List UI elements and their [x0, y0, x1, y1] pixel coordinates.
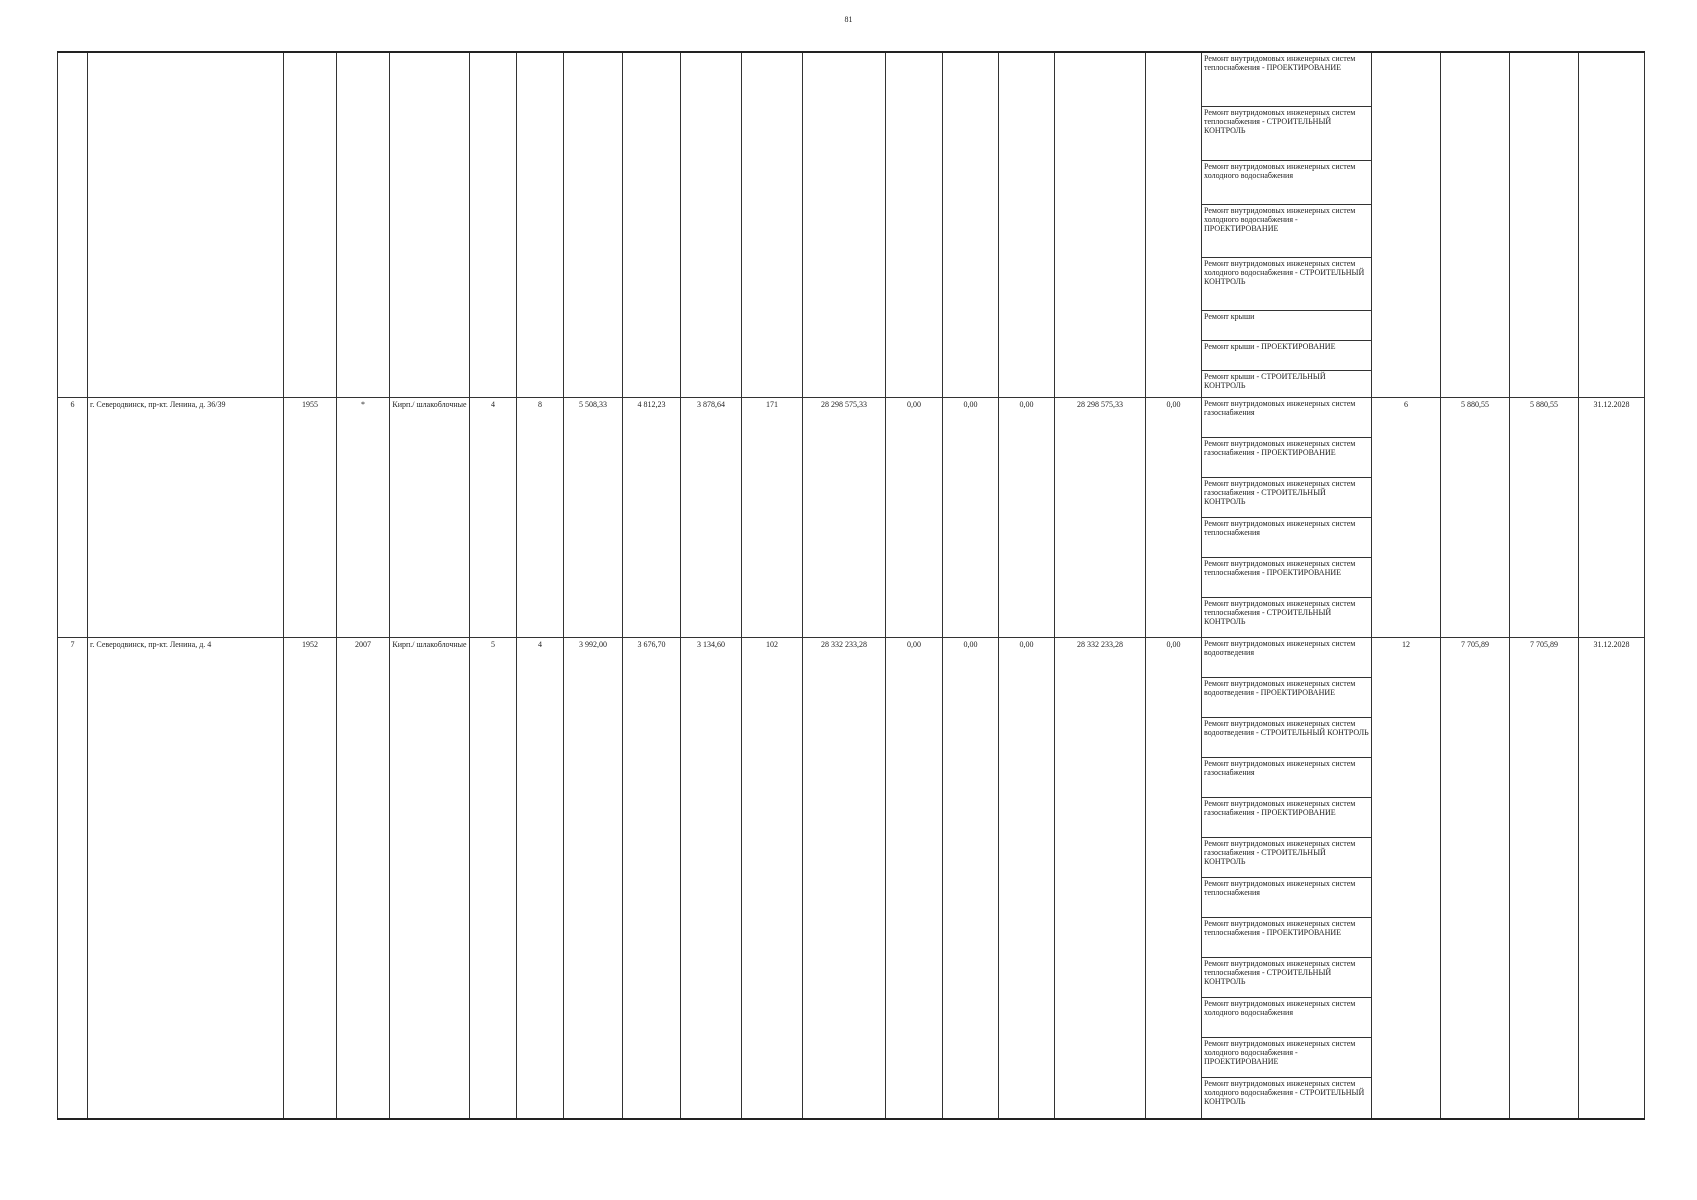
work-item: Ремонт крыши - ПРОЕКТИРОВАНИЕ	[1202, 341, 1371, 371]
cell	[470, 52, 517, 398]
fund-regional: 0,00	[943, 638, 999, 1119]
works-count: 6	[1372, 398, 1441, 638]
cell	[1441, 52, 1510, 398]
cost-total: 28 332 233,28	[803, 638, 886, 1119]
cell	[1055, 52, 1146, 398]
work-item: Ремонт внутридомовых инженерных систем холодного водоснабжения - ПРОЕКТИРОВАНИЕ	[1202, 1038, 1371, 1078]
fund-regional: 0,00	[943, 398, 999, 638]
cell	[742, 52, 803, 398]
work-item: Ремонт внутридомовых инженерных систем холодного водоснабжения - СТРОИТЕЛЬНЫЙ КОНТРОЛЬ	[1204, 1079, 1365, 1106]
works-cell	[1202, 398, 1372, 638]
work-item: Ремонт внутридомовых инженерных систем теплоснабжения - СТРОИТЕЛЬНЫЙ КОНТРОЛЬ	[1202, 107, 1371, 161]
area-residential: 3 878,64	[681, 398, 742, 638]
cell	[564, 52, 623, 398]
entrances: 8	[517, 398, 564, 638]
floors: 4	[470, 398, 517, 638]
address: г. Северодвинск, пр-кт. Ленина, д. 4	[88, 638, 284, 1119]
area-total: 5 508,33	[564, 398, 623, 638]
cell	[1372, 52, 1441, 398]
row-number: 6	[58, 398, 88, 638]
work-item: Ремонт внутридомовых инженерных систем холодного водоснабжения	[1202, 161, 1371, 205]
unit-cost-max: 7 705,89	[1510, 638, 1579, 1119]
cell	[1510, 52, 1579, 398]
cell	[681, 52, 742, 398]
cell	[517, 52, 564, 398]
work-item: Ремонт внутридомовых инженерных систем теплоснабжения - ПРОЕКТИРОВАНИЕ	[1202, 53, 1371, 107]
residents: 171	[742, 398, 803, 638]
work-item: Ремонт внутридомовых инженерных систем холодного водоснабжения - СТРОИТЕЛЬНЫЙ КОНТРОЛЬ	[1202, 258, 1371, 311]
work-item: Ремонт внутридомовых инженерных систем теплоснабжения - СТРОИТЕЛЬНЫЙ КОНТРОЛЬ	[1202, 958, 1371, 998]
area-premises: 4 812,23	[623, 398, 681, 638]
works-count: 12	[1372, 638, 1441, 1119]
entrances: 4	[517, 638, 564, 1119]
continuation-row	[58, 52, 1645, 398]
cell	[623, 52, 681, 398]
work-item: Ремонт внутридомовых инженерных систем холодного водоснабжения - ПРОЕКТИРОВАНИЕ	[1202, 205, 1371, 258]
work-item: Ремонт внутридомовых инженерных систем водоотведения	[1202, 638, 1371, 678]
work-item: Ремонт внутридомовых инженерных систем газоснабжения - СТРОИТЕЛЬНЫЙ КОНТРОЛЬ	[1202, 478, 1371, 518]
cell	[337, 52, 390, 398]
works-cell	[1202, 52, 1372, 398]
year-built: 1952	[284, 638, 337, 1119]
work-item: Ремонт внутридомовых инженерных систем газоснабжения - ПРОЕКТИРОВАНИЕ	[1202, 798, 1371, 838]
page-number: 81	[844, 15, 853, 24]
wall-material: Кирп./ шлакоблочные	[390, 638, 470, 1119]
wall-material: Кирп./ шлакоблочные	[390, 398, 470, 638]
work-item: Ремонт внутридомовых инженерных систем водоотведения - ПРОЕКТИРОВАНИЕ	[1202, 678, 1371, 718]
year-overhaul: *	[337, 398, 390, 638]
area-residential: 3 134,60	[681, 638, 742, 1119]
cell	[999, 52, 1055, 398]
cell	[88, 52, 284, 398]
table-row	[58, 398, 1645, 638]
work-item: Ремонт внутридомовых инженерных систем теплоснабжения	[1202, 518, 1371, 558]
overhaul-program-table	[57, 51, 1645, 1120]
work-item: Ремонт внутридомовых инженерных систем газоснабжения	[1202, 758, 1371, 798]
year-built: 1955	[284, 398, 337, 638]
work-item: Ремонт внутридомовых инженерных систем газоснабжения - СТРОИТЕЛЬНЫЙ КОНТРОЛЬ	[1202, 838, 1371, 878]
fund-local: 0,00	[999, 398, 1055, 638]
cell	[943, 52, 999, 398]
work-item: Ремонт внутридомовых инженерных систем теплоснабжения - СТРОИТЕЛЬНЫЙ КОНТРОЛЬ	[1204, 599, 1356, 626]
work-item: Ремонт внутридомовых инженерных систем газоснабжения	[1202, 398, 1371, 438]
deadline: 31.12.2028	[1579, 638, 1645, 1119]
fund-local: 0,00	[999, 638, 1055, 1119]
works-cell	[1202, 638, 1372, 1119]
cell	[390, 52, 470, 398]
unit-cost: 7 705,89	[1441, 638, 1510, 1119]
work-item: Ремонт крыши - СТРОИТЕЛЬНЫЙ КОНТРОЛЬ	[1204, 372, 1326, 390]
fund-federal: 0,00	[886, 398, 943, 638]
cell	[1579, 52, 1645, 398]
table-row	[58, 638, 1645, 1119]
cell	[886, 52, 943, 398]
cell	[58, 52, 88, 398]
fund-other: 0,00	[1146, 398, 1202, 638]
work-item: Ремонт внутридомовых инженерных систем теплоснабжения - ПРОЕКТИРОВАНИЕ	[1202, 918, 1371, 958]
work-item: Ремонт внутридомовых инженерных систем теплоснабжения - ПРОЕКТИРОВАНИЕ	[1202, 558, 1371, 598]
cell	[803, 52, 886, 398]
fund-owners: 28 298 575,33	[1055, 398, 1146, 638]
work-item: Ремонт внутридомовых инженерных систем теплоснабжения	[1202, 878, 1371, 918]
fund-other: 0,00	[1146, 638, 1202, 1119]
address: г. Северодвинск, пр-кт. Ленина, д. 36/39	[88, 398, 284, 638]
row-number: 7	[58, 638, 88, 1119]
deadline: 31.12.2028	[1579, 398, 1645, 638]
cell	[284, 52, 337, 398]
work-item: Ремонт внутридомовых инженерных систем холодного водоснабжения	[1202, 998, 1371, 1038]
residents: 102	[742, 638, 803, 1119]
cost-total: 28 298 575,33	[803, 398, 886, 638]
work-item: Ремонт крыши	[1202, 311, 1371, 341]
year-overhaul: 2007	[337, 638, 390, 1119]
unit-cost: 5 880,55	[1441, 398, 1510, 638]
work-item: Ремонт внутридомовых инженерных систем газоснабжения - ПРОЕКТИРОВАНИЕ	[1202, 438, 1371, 478]
cell	[1146, 52, 1202, 398]
area-premises: 3 676,70	[623, 638, 681, 1119]
fund-federal: 0,00	[886, 638, 943, 1119]
fund-owners: 28 332 233,28	[1055, 638, 1146, 1119]
floors: 5	[470, 638, 517, 1119]
work-item: Ремонт внутридомовых инженерных систем водоотведения - СТРОИТЕЛЬНЫЙ КОНТРОЛЬ	[1202, 718, 1371, 758]
unit-cost-max: 5 880,55	[1510, 398, 1579, 638]
area-total: 3 992,00	[564, 638, 623, 1119]
